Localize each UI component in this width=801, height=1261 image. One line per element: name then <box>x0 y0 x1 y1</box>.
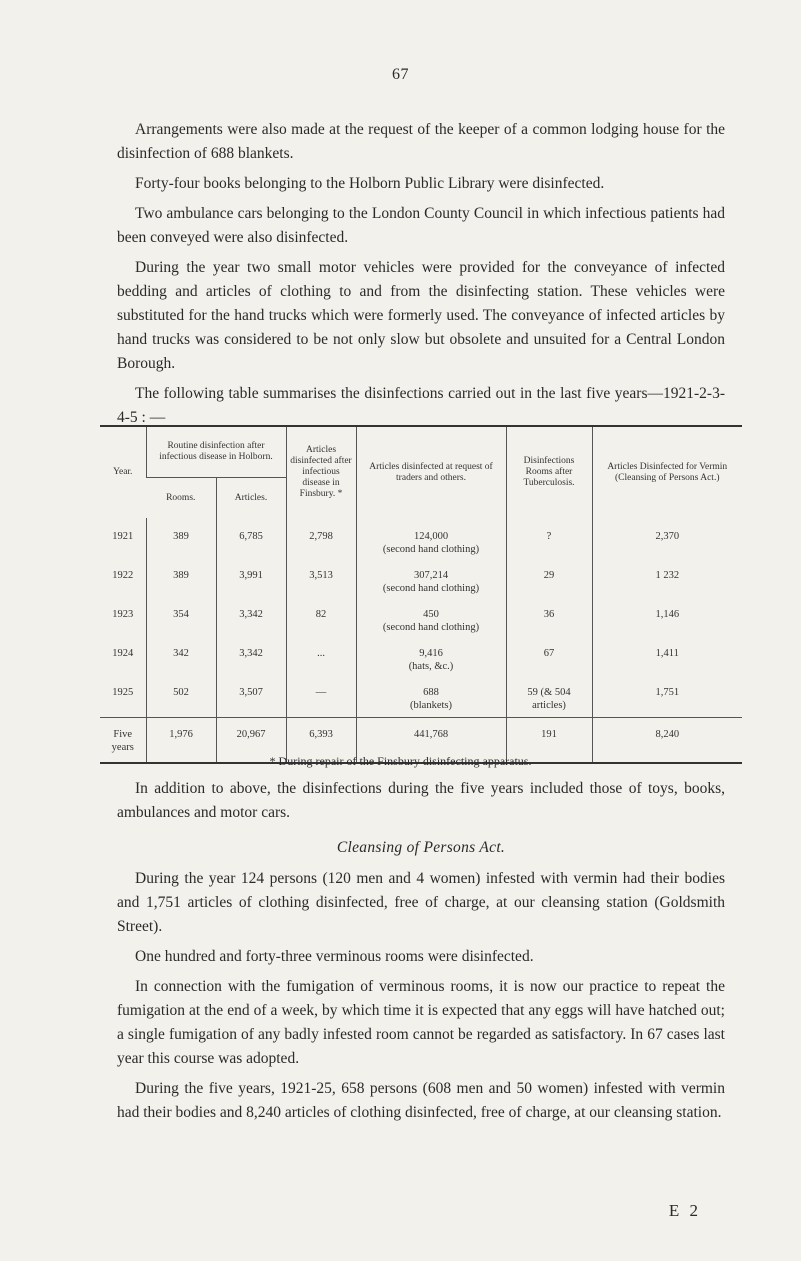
disinfection-table <box>100 425 742 764</box>
header-articles: Articles. <box>216 478 286 519</box>
paragraph: In connection with the fumigation of verminous rooms, it is now our practice to repeat the fumigation at the end of a week, by which time it is expected that any eggs will have hatched out; a single fumigation of any badly infested room cannot be regarded as satisfactory. In 67 cases last year this course was adopted. <box>117 978 725 1067</box>
request-value: 307,214 <box>413 570 449 581</box>
intro-section <box>117 118 725 436</box>
header-finsbury: Articles disinfected after infectious disease in Finsbury. * <box>286 426 356 518</box>
cell-rooms: 342 <box>146 639 216 678</box>
cell-vermin: 1,146 <box>592 600 742 639</box>
cell-finsbury: ... <box>286 639 356 678</box>
paragraph: During the five years, 1921-25, 658 persons (608 men and 50 women) infested with vermin had their bodies and 8,240 articles of clothing disinfected, free of charge, at our cleansing station. <box>117 1080 725 1121</box>
cell-year: 1924 <box>112 648 134 659</box>
header-request: Articles disinfected at request of traders and others. <box>356 426 506 518</box>
header-rooms: Rooms. <box>146 478 216 519</box>
request-note: (second hand clothing) <box>382 583 480 594</box>
header-tuberculosis: Disinfections Rooms after Tuberculosis. <box>506 426 592 518</box>
cell-articles: 6,785 <box>216 518 286 561</box>
cell-request <box>356 678 506 718</box>
paragraph: Arrangements were also made at the request of the keeper of a common lodging house for the disinfection of 688 blankets. <box>117 121 725 162</box>
table-row <box>100 600 742 639</box>
cell-vermin: 2,370 <box>592 518 742 561</box>
tuberculosis-value: 59 (& 504 <box>527 687 571 698</box>
header-year: Year. <box>113 467 133 477</box>
signature-mark: E 2 <box>668 1201 701 1220</box>
cell-total-finsbury: 6,393 <box>286 718 356 764</box>
cell-finsbury: 2,798 <box>286 518 356 561</box>
cell-articles: 3,991 <box>216 561 286 600</box>
cell-request <box>356 561 506 600</box>
paragraph: In addition to above, the disinfections during the five years included those of toys, books, ambulances and motor cars. <box>117 780 725 821</box>
request-value: 688 <box>423 687 439 698</box>
cell-year: 1922 <box>112 570 134 581</box>
body-section <box>117 777 725 1131</box>
header-routine-disinfection: Routine disinfection after infectious disease in Holborn. <box>146 426 286 478</box>
paragraph: During the year 124 persons (120 men and 4 women) infested with vermin had their bodies and 1,751 articles of clothing disinfected, free of charge, at our cleansing station (Goldsmith Street). <box>117 870 725 935</box>
cell-rooms: 389 <box>146 518 216 561</box>
table-row <box>100 561 742 600</box>
disinfection-table-wrapper <box>100 425 742 764</box>
paragraph: The following table summarises the disinfections carried out in the last five years—1921-2-3-4-5 : — <box>117 385 725 426</box>
cell-rooms: 502 <box>146 678 216 718</box>
cell-tuberculosis <box>506 678 592 718</box>
paragraph: Two ambulance cars belonging to the London County Council in which infectious patients had been conveyed were also disinfected. <box>117 205 725 246</box>
section-title: Cleansing of Persons Act. <box>336 839 506 856</box>
cell-year: 1921 <box>112 531 134 542</box>
paragraph: Forty-four books belonging to the Holborn Public Library were disinfected. <box>135 175 605 192</box>
paragraph: During the year two small motor vehicles were provided for the conveyance of infected bedding and articles of clothing to and from the disinfecting station. These vehicles were substituted for the hand trucks which were formerly used. The conveyance of infected articles by hand trucks was considered to be not only slow but obsolete and unsuited for a Central London Borough. <box>117 259 725 372</box>
request-note: (hats, &c.) <box>408 661 454 672</box>
request-value: 124,000 <box>413 531 449 542</box>
request-note: (blankets) <box>410 700 452 711</box>
cell-tuberculosis: 29 <box>506 561 592 600</box>
cell-tuberculosis: 67 <box>506 639 592 678</box>
table-footnote: * During repair of the Finsbury disinfecting apparatus. <box>269 754 532 768</box>
table-row <box>100 518 742 561</box>
cell-finsbury: 82 <box>286 600 356 639</box>
cell-articles: 3,342 <box>216 600 286 639</box>
cell-total-vermin: 8,240 <box>592 718 742 764</box>
cell-vermin: 1,751 <box>592 678 742 718</box>
cell-year: 1923 <box>112 609 134 620</box>
request-value: 9,416 <box>419 648 443 659</box>
cell-finsbury: — <box>286 678 356 718</box>
cell-articles: 3,342 <box>216 639 286 678</box>
table-row <box>100 678 742 718</box>
header-vermin: Articles Disinfected for Vermin (Cleansing of Persons Act.) <box>592 426 742 518</box>
cell-total-rooms: 1,976 <box>146 718 216 764</box>
cell-finsbury: 3,513 <box>286 561 356 600</box>
request-note: (second hand clothing) <box>382 544 480 555</box>
request-value: 450 <box>423 609 439 620</box>
cell-year: 1925 <box>112 687 134 698</box>
cell-request <box>356 518 506 561</box>
request-note: (second hand clothing) <box>382 622 480 633</box>
cell-vermin: 1,411 <box>592 639 742 678</box>
cell-total-articles: 20,967 <box>216 718 286 764</box>
cell-total-label: Five years <box>100 718 146 764</box>
cell-tuberculosis: 36 <box>506 600 592 639</box>
cell-request <box>356 639 506 678</box>
table-row <box>100 639 742 678</box>
cell-articles: 3,507 <box>216 678 286 718</box>
cell-rooms: 389 <box>146 561 216 600</box>
page-number: 67 <box>392 66 409 83</box>
cell-rooms: 354 <box>146 600 216 639</box>
cell-tuberculosis: ? <box>506 518 592 561</box>
cell-vermin: 1 232 <box>592 561 742 600</box>
cell-total-request: 441,768 <box>356 718 506 764</box>
paragraph: One hundred and forty-three verminous rooms were disinfected. <box>135 948 534 965</box>
cell-total-tuberculosis: 191 <box>506 718 592 764</box>
cell-request <box>356 600 506 639</box>
tuberculosis-note: articles) <box>532 700 566 711</box>
